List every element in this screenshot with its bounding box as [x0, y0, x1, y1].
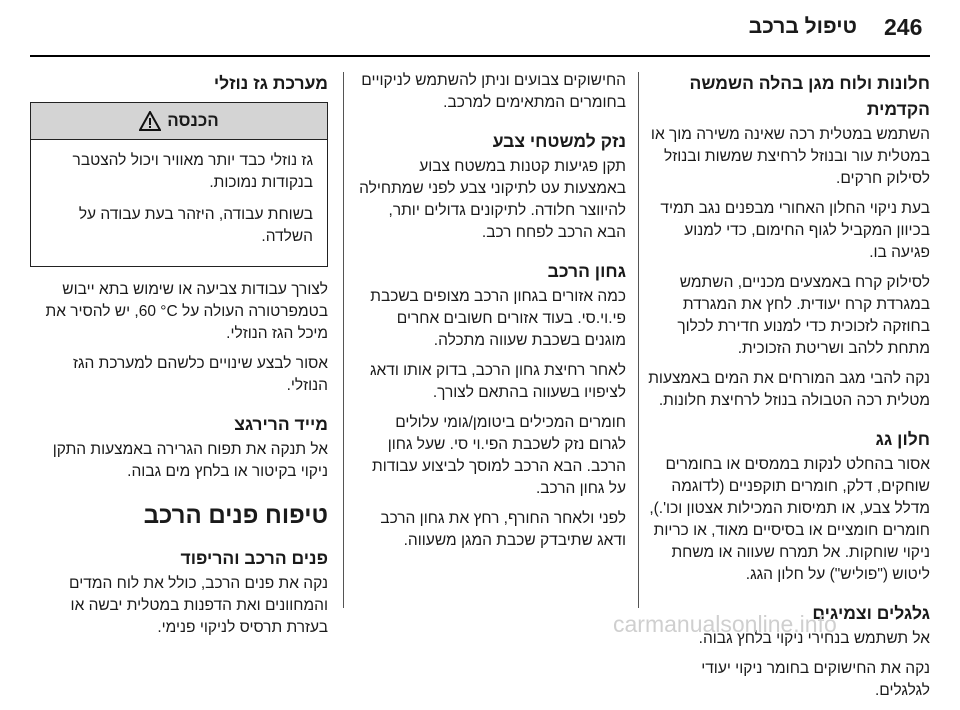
header-rule [30, 55, 930, 57]
subsection-heading: פנים הרכב והריפוד [180, 548, 328, 568]
watermark: carmanualsonline.info [613, 611, 837, 637]
section-heading: מערכת גז נוזלי [213, 73, 328, 93]
left-column [30, 70, 328, 647]
subsection-heading: גחון הרכב [547, 261, 626, 281]
warning-body [31, 140, 327, 266]
body-paragraph: החישוקים צבועים וניתן להשתמש לניקויים בחומרים המתאימים למרכב. [361, 72, 626, 111]
left-column-content [30, 279, 328, 639]
body-paragraph: לאחר רחיצת גחון הרכב, בדוק אותו ודאג לציפויו בשעווה בהתאם לצורך. [369, 362, 626, 401]
warning-box [30, 102, 328, 267]
section-title: טיפול ברכב [748, 15, 857, 38]
warning-title: הכנסה [167, 111, 219, 130]
warning-paragraph: בשוחת עבודה, היזהר בעת עבודה על השלדה. [78, 206, 313, 245]
column-divider [638, 72, 639, 608]
body-paragraph: לסילוק קרח באמצעים מכניים, השתמש במגרדת קרח יעודית. לחץ את המגרדת בחוזקה לזכוכית כדי למנוע חדירת לכלוך מתחת ללהב ושריטת הזכוכית. [677, 274, 930, 357]
body-paragraph: בעת ניקוי החלון האחורי מבפנים נגב תמיד בכיוון המקביל לגוף החימום, כדי למנוע פגיעה בו. [660, 200, 930, 261]
subsection-heading: גלגלים וצמיגים [812, 603, 930, 623]
warning-header [31, 103, 327, 140]
section-title-large: טיפוח פנים הרכב [143, 502, 328, 529]
middle-column [358, 70, 626, 560]
body-paragraph: אסור בהחלט לנקות בממסים או בחומרים שוחקים, דלק, חומרים תוקפניים (לדוגמה מדלל צבע, או תמיסות המכילות אצטון וכו'.), חומרים חומציים או בסיסיים מאוד, או כריות ניקוי שוחקות. אל תמרח שעווה או משחת ליטוש ("פוליש") על חלון הגג. [649, 456, 930, 583]
column-divider [343, 72, 344, 608]
body-paragraph: חומרים המכילים ביטומן/גומי עלולים לגרום נזק לשכבת הפי.וי סי. שעל גחון הרכב. הבא הרכב למוסך לביצוע עבודות על גחון הרכב. [372, 414, 626, 497]
warning-paragraph: גז נוזלי כבד יותר מאוויר ויכול להצטבר בנקודות נמוכות. [72, 152, 313, 191]
body-paragraph: תקן פגיעות קטנות במשטח צבוע באמצעות עט לתיקוני צבע לפני שמתחילה להיווצר חלודה. לתיקונים גדולים יותר, הבא הרכב לפחח רכב. [359, 158, 626, 241]
body-paragraph: לצורך עבודות צביעה או שימוש בתא ייבוש בטמפרטורה העולה על ‎60 °C‏, יש להסיר את מיכל הגז הנוזלי. [45, 281, 328, 342]
body-paragraph: אסור לבצע שינויים כלשהם למערכת הגז הנוזלי. [72, 355, 328, 394]
body-paragraph: השתמש במטלית רכה שאינה משירה מוך או במטלית עור ובנוזל לרחיצת שמשות ובנוזל לסילוק חרקים. [650, 126, 930, 187]
subsection-heading: נזק למשטחי צבע [492, 131, 626, 151]
body-paragraph: לפני ולאחר החורף, רחץ את גחון הרכב ודאג שתיבדק שכבת המגן משעווה. [380, 510, 626, 549]
body-paragraph: נקה את פנים הרכב, כולל את לוח המדים והמחוונים ואת הדפנות במטלית יבשה או בעזרת תרסיס לניקוי פנימי. [69, 575, 328, 636]
body-paragraph: נקה להבי מגב המורחים את המים באמצעות מטלית רכה הטבולה בנוזל לרחיצת חלונות. [648, 370, 930, 409]
page-header [0, 0, 960, 56]
warning-triangle-icon [139, 111, 161, 131]
body-paragraph: כמה אזורים בגחון הרכב מצופים בשכבת פי.וי.סי. בעוד אזורים חשובים אחרים מוגנים בשכבת שעווה מתכלה. [370, 288, 626, 349]
body-paragraph: נקה את החישוקים בחומר ניקוי יעודי לגלגלים. [701, 660, 930, 699]
subsection-heading: חלונות ולוח מגן בהלה השמשה הקדמית [689, 73, 930, 119]
subsection-heading: חלון גג [875, 429, 930, 449]
subsection-heading: מייד הרירגצ [234, 414, 328, 434]
body-paragraph: אל תנקה את תפוח הגרירה באמצעות התקן ניקוי בקיטור או בלחץ מים גבוה. [52, 441, 328, 480]
body-paragraph: אל תשתמש בנחירי ניקוי בלחץ גבוה. [698, 630, 930, 647]
page-number: 246 [884, 14, 923, 40]
